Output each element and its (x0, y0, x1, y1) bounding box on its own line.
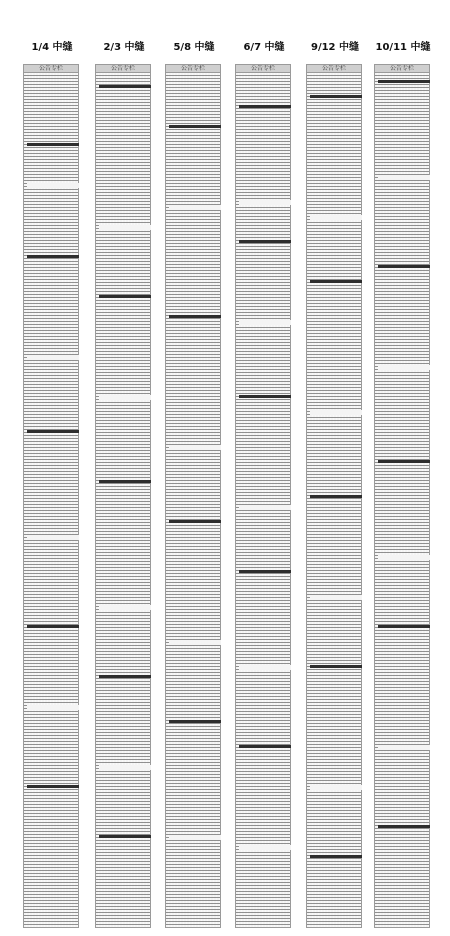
notice-separator (27, 355, 79, 360)
notice-separator (310, 595, 362, 600)
notice-separator (27, 535, 79, 540)
notice-heading (378, 625, 430, 628)
strip-header: 公告专栏 (95, 64, 151, 73)
notice-heading (99, 835, 151, 838)
notice-heading (99, 675, 151, 678)
notice-heading (27, 430, 79, 433)
notice-separator (239, 200, 291, 205)
notice-separator (239, 845, 291, 850)
notice-heading (310, 855, 362, 858)
column-title: 9/12 中缝 (310, 42, 359, 53)
notice-separator (169, 835, 221, 840)
notice-heading (310, 95, 362, 98)
column-1-4 (22, 0, 82, 936)
notice-separator (378, 745, 430, 750)
notice-heading (310, 665, 362, 668)
notice-separator (239, 505, 291, 510)
column-9-12 (305, 0, 365, 936)
notice-strip (23, 64, 79, 928)
notice-heading (378, 460, 430, 463)
strip-header: 公告专栏 (23, 64, 79, 73)
notice-separator (310, 410, 362, 415)
notice-heading (27, 785, 79, 788)
notice-strip (374, 64, 430, 928)
notice-heading (169, 720, 221, 723)
notice-separator (239, 665, 291, 670)
notice-heading (99, 85, 151, 88)
notice-separator (169, 445, 221, 450)
column-title: 5/8 中缝 (173, 42, 215, 53)
notice-heading (99, 295, 151, 298)
notice-heading (378, 825, 430, 828)
notice-heading (310, 280, 362, 283)
notice-heading (378, 265, 430, 268)
notice-separator (310, 785, 362, 790)
notice-heading (27, 255, 79, 258)
notice-separator (99, 605, 151, 610)
notice-separator (27, 183, 79, 188)
column-title: 10/11 中缝 (375, 42, 431, 53)
strip-header: 公告专栏 (235, 64, 291, 73)
notice-strip (95, 64, 151, 928)
notice-separator (169, 205, 221, 210)
strip-header: 公告专栏 (306, 64, 362, 73)
strip-header: 公告专栏 (165, 64, 221, 73)
notice-separator (169, 640, 221, 645)
notice-separator (378, 555, 430, 560)
notice-heading (169, 520, 221, 523)
notice-heading (99, 480, 151, 483)
column-title: 6/7 中缝 (243, 42, 285, 53)
notice-heading (239, 240, 291, 243)
column-10-11 (373, 0, 433, 936)
column-title: 1/4 中缝 (31, 42, 73, 53)
notice-strip (165, 64, 221, 928)
notice-strip (306, 64, 362, 928)
notice-separator (239, 320, 291, 325)
column-title: 2/3 中缝 (103, 42, 145, 53)
notice-separator (99, 765, 151, 770)
notice-heading (27, 143, 79, 146)
notice-separator (378, 175, 430, 180)
column-5-8 (164, 0, 224, 936)
notice-heading (169, 125, 221, 128)
column-6-7 (234, 0, 294, 936)
notice-heading (27, 625, 79, 628)
notice-heading (378, 80, 430, 83)
notice-heading (239, 570, 291, 573)
notice-separator (99, 225, 151, 230)
column-2-3 (94, 0, 154, 936)
notice-separator (27, 705, 79, 710)
notice-strip (235, 64, 291, 928)
notice-heading (239, 395, 291, 398)
notice-heading (239, 105, 291, 108)
notice-separator (378, 365, 430, 370)
notice-heading (169, 315, 221, 318)
notice-heading (239, 745, 291, 748)
notice-separator (310, 215, 362, 220)
strip-header: 公告专栏 (374, 64, 430, 73)
notice-heading (310, 495, 362, 498)
notice-separator (99, 395, 151, 400)
